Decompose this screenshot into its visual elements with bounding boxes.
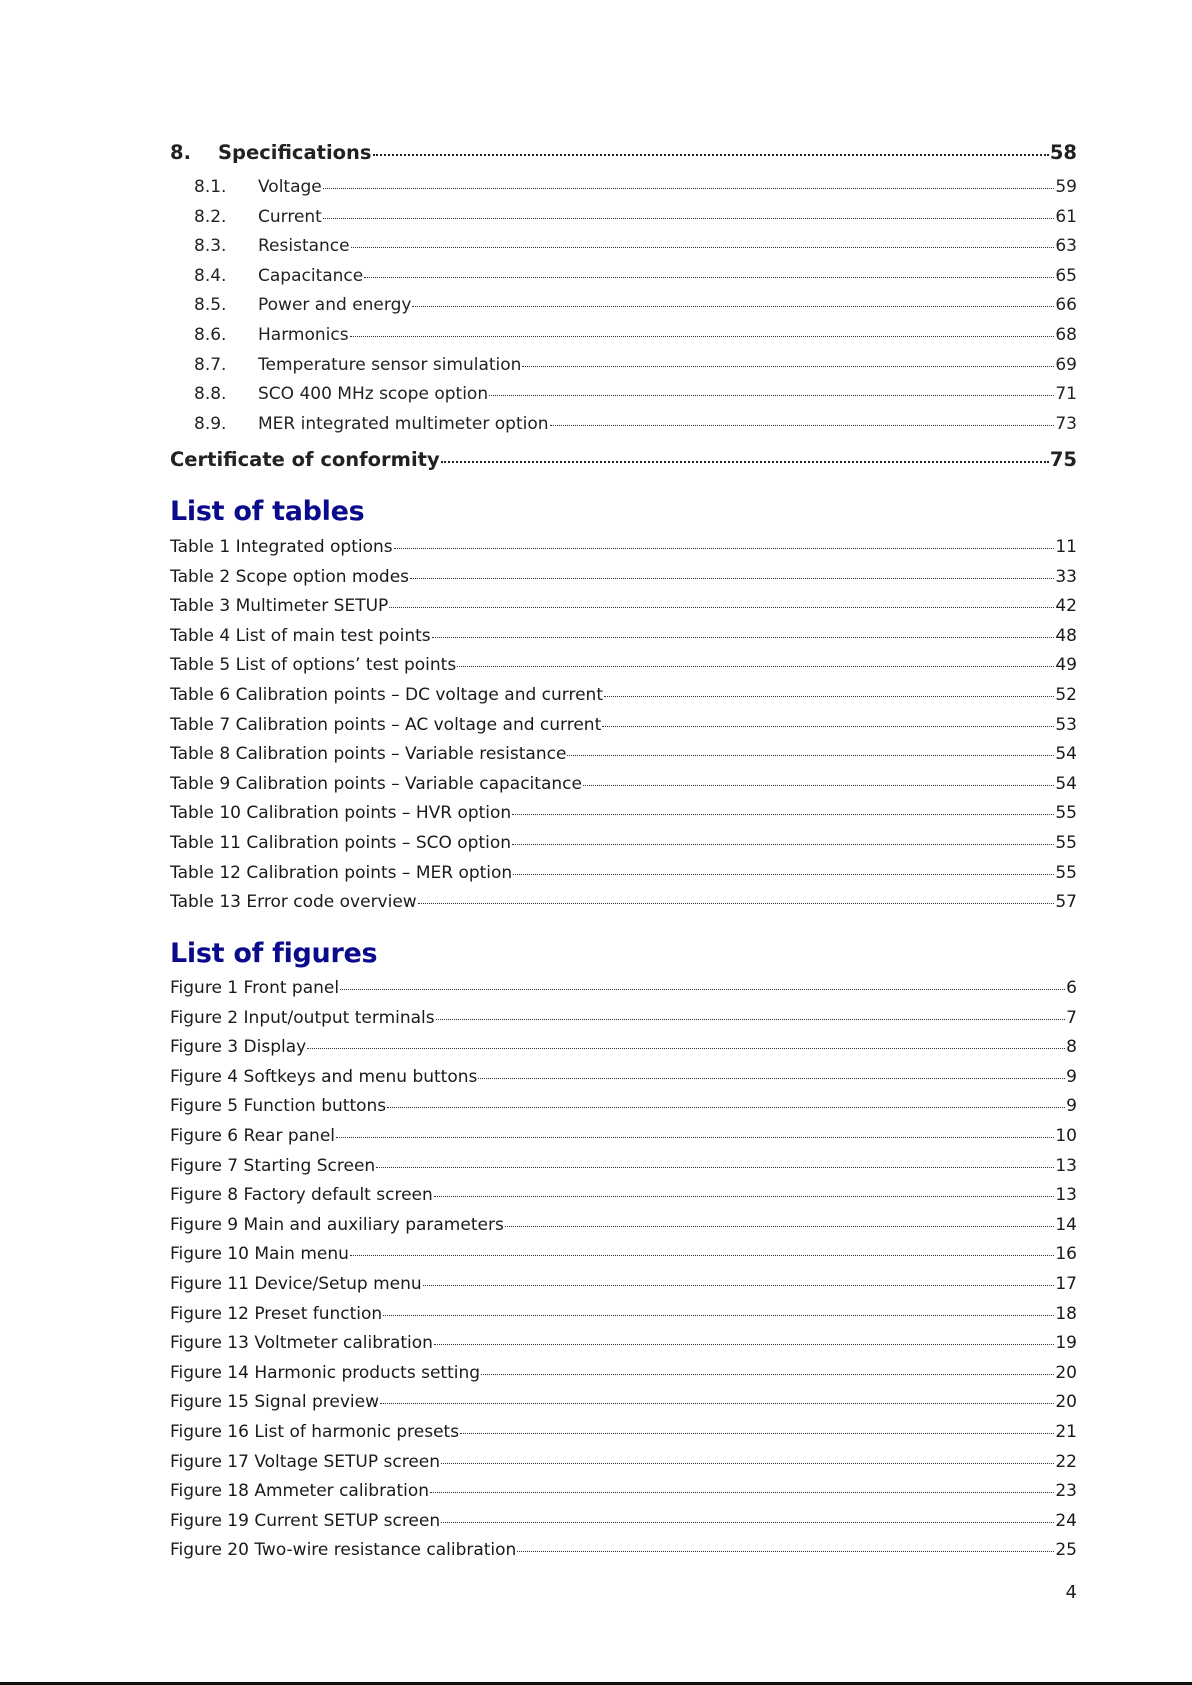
entry-title: Figure 19 Current SETUP screen bbox=[170, 1510, 441, 1531]
toc-entry-page: 61 bbox=[1055, 206, 1077, 227]
toc-entry-title: MER integrated multimeter option bbox=[258, 413, 549, 434]
entry-page: 48 bbox=[1055, 625, 1077, 646]
entry-page: 55 bbox=[1055, 833, 1077, 853]
figure-entry[interactable] bbox=[170, 1126, 1077, 1146]
toc-entry-page: 63 bbox=[1055, 236, 1077, 257]
toc-entry[interactable] bbox=[170, 295, 1077, 315]
dot-leader bbox=[430, 1492, 1054, 1493]
entry-title: Figure 18 Ammeter calibration bbox=[170, 1481, 430, 1502]
dot-leader bbox=[340, 989, 1065, 990]
dot-leader bbox=[350, 336, 1055, 337]
dot-leader bbox=[423, 1285, 1055, 1286]
toc-entry-title: SCO 400 MHz scope option bbox=[258, 384, 489, 405]
entry-title: Table 3 Multimeter SETUP bbox=[170, 596, 389, 617]
dot-leader bbox=[376, 1167, 1054, 1168]
dot-leader bbox=[441, 461, 1049, 463]
dot-leader bbox=[394, 548, 1055, 549]
entry-page: 14 bbox=[1055, 1214, 1077, 1235]
toc-entry-specifications[interactable] bbox=[170, 141, 1077, 164]
table-entry[interactable] bbox=[170, 537, 1077, 557]
figure-entry[interactable] bbox=[170, 1096, 1077, 1116]
page-number: 4 bbox=[1065, 1582, 1077, 1603]
table-entry[interactable] bbox=[170, 567, 1077, 587]
toc-entry-page: 58 bbox=[1049, 141, 1077, 164]
entry-page: 6 bbox=[1066, 978, 1077, 998]
entry-page: 13 bbox=[1055, 1185, 1077, 1206]
dot-leader bbox=[478, 1078, 1065, 1079]
table-entry[interactable] bbox=[170, 863, 1077, 883]
entry-page: 13 bbox=[1055, 1155, 1077, 1176]
toc-entry-number: 8.5. bbox=[194, 295, 227, 316]
entry-page: 8 bbox=[1066, 1037, 1077, 1058]
entry-title: Figure 20 Two-wire resistance calibration bbox=[170, 1540, 517, 1561]
toc-entry-certificate[interactable] bbox=[170, 448, 1077, 471]
entry-page: 42 bbox=[1055, 596, 1077, 617]
toc-entry-page: 71 bbox=[1055, 384, 1077, 405]
entry-title: Figure 12 Preset function bbox=[170, 1303, 383, 1324]
entry-page: 33 bbox=[1055, 566, 1077, 587]
figure-entry[interactable] bbox=[170, 1185, 1077, 1205]
dot-leader bbox=[550, 425, 1055, 426]
toc-entry-title: Harmonics bbox=[258, 325, 349, 345]
entry-title: Figure 2 Input/output terminals bbox=[170, 1007, 435, 1028]
dot-leader bbox=[583, 785, 1054, 786]
toc-entry[interactable] bbox=[170, 384, 1077, 404]
table-entry[interactable] bbox=[170, 892, 1077, 912]
entry-page: 16 bbox=[1055, 1244, 1077, 1265]
entry-title: Figure 7 Starting Screen bbox=[170, 1155, 376, 1176]
dot-leader bbox=[351, 247, 1055, 248]
figure-entry[interactable] bbox=[170, 978, 1077, 998]
dot-leader bbox=[567, 755, 1054, 756]
dot-leader bbox=[380, 1403, 1054, 1404]
toc-entry-number: 8.9. bbox=[194, 413, 227, 434]
entry-title: Table 8 Calibration points – Variable resistance bbox=[170, 744, 567, 765]
entry-page: 54 bbox=[1055, 773, 1077, 794]
toc-entry-title: Certificate of conformity bbox=[170, 448, 440, 471]
entry-title: Figure 9 Main and auxiliary parameters bbox=[170, 1214, 504, 1235]
toc-entry-title: Capacitance bbox=[258, 265, 364, 286]
figure-entry[interactable] bbox=[170, 1333, 1077, 1353]
entry-title: Figure 16 List of harmonic presets bbox=[170, 1422, 460, 1442]
table-entry[interactable] bbox=[170, 833, 1077, 853]
dot-leader bbox=[323, 218, 1055, 219]
entry-page: 57 bbox=[1055, 892, 1077, 913]
dot-leader bbox=[323, 188, 1055, 189]
toc-entry-number: 8.4. bbox=[194, 265, 227, 286]
entry-title: Table 7 Calibration points – AC voltage and current bbox=[170, 714, 602, 735]
dot-leader bbox=[434, 1196, 1055, 1197]
entry-title: Table 12 Calibration points – MER option bbox=[170, 862, 513, 883]
figure-entry[interactable] bbox=[170, 1511, 1077, 1531]
toc-entry-title: Resistance bbox=[258, 236, 350, 257]
toc-entry-page: 68 bbox=[1055, 325, 1077, 345]
entry-page: 49 bbox=[1055, 655, 1077, 676]
entry-page: 23 bbox=[1055, 1481, 1077, 1502]
entry-title: Table 9 Calibration points – Variable capacitance bbox=[170, 773, 582, 794]
dot-leader bbox=[457, 666, 1054, 667]
table-entry[interactable] bbox=[170, 803, 1077, 823]
dot-leader bbox=[412, 306, 1054, 307]
entry-page: 22 bbox=[1055, 1451, 1077, 1472]
figure-entry[interactable] bbox=[170, 1067, 1077, 1087]
list-of-figures-heading: List of figures bbox=[170, 938, 378, 969]
entry-page: 17 bbox=[1055, 1274, 1077, 1294]
entry-page: 55 bbox=[1055, 862, 1077, 883]
figure-entry[interactable] bbox=[170, 1274, 1077, 1294]
figure-entry[interactable] bbox=[170, 1215, 1077, 1235]
toc-entry-number: 8. bbox=[170, 141, 191, 164]
toc-entry[interactable] bbox=[170, 414, 1077, 434]
table-entry[interactable] bbox=[170, 596, 1077, 616]
toc-entry[interactable] bbox=[170, 325, 1077, 345]
entry-page: 21 bbox=[1055, 1422, 1077, 1442]
toc-entry-title: Specifications bbox=[218, 141, 372, 164]
entry-title: Figure 10 Main menu bbox=[170, 1244, 349, 1265]
toc-entry-number: 8.1. bbox=[194, 177, 227, 197]
toc-entry-page: 65 bbox=[1055, 265, 1077, 286]
entry-page: 55 bbox=[1055, 803, 1077, 824]
dot-leader bbox=[373, 154, 1049, 156]
entry-title: Table 5 List of options’ test points bbox=[170, 655, 457, 676]
figure-entry[interactable] bbox=[170, 1540, 1077, 1560]
figure-entry[interactable] bbox=[170, 1156, 1077, 1176]
entry-title: Figure 5 Function buttons bbox=[170, 1096, 387, 1117]
entry-title: Table 2 Scope option modes bbox=[170, 566, 410, 587]
dot-leader bbox=[441, 1463, 1054, 1464]
figure-entry[interactable] bbox=[170, 1363, 1077, 1383]
entry-page: 19 bbox=[1055, 1333, 1077, 1354]
entry-page: 9 bbox=[1066, 1066, 1077, 1087]
entry-title: Figure 3 Display bbox=[170, 1037, 307, 1058]
entry-page: 9 bbox=[1066, 1096, 1077, 1117]
dot-leader bbox=[383, 1315, 1054, 1316]
dot-leader bbox=[364, 277, 1054, 278]
dot-leader bbox=[307, 1048, 1065, 1049]
entry-page: 20 bbox=[1055, 1362, 1077, 1383]
entry-title: Figure 1 Front panel bbox=[170, 978, 340, 998]
dot-leader bbox=[489, 395, 1054, 396]
dot-leader bbox=[481, 1374, 1054, 1375]
table-entry[interactable] bbox=[170, 744, 1077, 764]
entry-page: 7 bbox=[1066, 1007, 1077, 1028]
list-of-tables-heading: List of tables bbox=[170, 496, 365, 527]
toc-entry-number: 8.8. bbox=[194, 384, 227, 405]
entry-page: 20 bbox=[1055, 1392, 1077, 1413]
table-entry[interactable] bbox=[170, 655, 1077, 675]
toc-entry-number: 8.6. bbox=[194, 325, 227, 345]
entry-title: Table 4 List of main test points bbox=[170, 625, 431, 646]
figure-entry[interactable] bbox=[170, 1037, 1077, 1057]
figure-entry[interactable] bbox=[170, 1452, 1077, 1472]
figure-entry[interactable] bbox=[170, 1008, 1077, 1028]
entry-title: Figure 14 Harmonic products setting bbox=[170, 1362, 481, 1383]
toc-entry-number: 8.2. bbox=[194, 206, 227, 227]
dot-leader bbox=[387, 1107, 1065, 1108]
dot-leader bbox=[512, 814, 1054, 815]
entry-page: 18 bbox=[1055, 1303, 1077, 1324]
dot-leader bbox=[522, 366, 1054, 367]
entry-title: Figure 8 Factory default screen bbox=[170, 1185, 433, 1206]
dot-leader bbox=[389, 607, 1054, 608]
entry-title: Figure 6 Rear panel bbox=[170, 1126, 336, 1146]
dot-leader bbox=[434, 1344, 1054, 1345]
toc-entry[interactable] bbox=[170, 236, 1077, 256]
figure-entry[interactable] bbox=[170, 1304, 1077, 1324]
toc-entry-page: 66 bbox=[1055, 295, 1077, 316]
figure-entry[interactable] bbox=[170, 1422, 1077, 1442]
toc-entry[interactable] bbox=[170, 355, 1077, 375]
entry-title: Figure 4 Softkeys and menu buttons bbox=[170, 1066, 478, 1087]
entry-title: Table 6 Calibration points – DC voltage and current bbox=[170, 685, 604, 705]
toc-entry-number: 8.7. bbox=[194, 354, 227, 375]
dot-leader bbox=[432, 637, 1055, 638]
dot-leader bbox=[436, 1019, 1066, 1020]
toc-entry-page: 75 bbox=[1049, 448, 1077, 471]
dot-leader bbox=[460, 1433, 1054, 1434]
toc-entry-number: 8.3. bbox=[194, 236, 227, 257]
entry-page: 24 bbox=[1055, 1510, 1077, 1531]
toc-entry[interactable] bbox=[170, 177, 1077, 197]
toc-entry-page: 69 bbox=[1055, 354, 1077, 375]
toc-entry-page: 59 bbox=[1055, 177, 1077, 197]
entry-title: Table 10 Calibration points – HVR option bbox=[170, 803, 512, 824]
entry-page: 52 bbox=[1055, 685, 1077, 705]
dot-leader bbox=[513, 874, 1054, 875]
entry-page: 10 bbox=[1055, 1126, 1077, 1146]
toc-entry-title: Current bbox=[258, 206, 322, 227]
dot-leader bbox=[517, 1551, 1054, 1552]
dot-leader bbox=[350, 1255, 1054, 1256]
toc-entry-title: Power and energy bbox=[258, 295, 412, 316]
dot-leader bbox=[336, 1137, 1054, 1138]
entry-title: Figure 17 Voltage SETUP screen bbox=[170, 1451, 441, 1472]
dot-leader bbox=[512, 844, 1054, 845]
dot-leader bbox=[418, 903, 1055, 904]
figure-entry[interactable] bbox=[170, 1244, 1077, 1264]
entry-title: Table 11 Calibration points – SCO option bbox=[170, 833, 512, 853]
entry-title: Table 1 Integrated options bbox=[170, 537, 393, 557]
toc-entry-page: 73 bbox=[1055, 413, 1077, 434]
entry-title: Figure 11 Device/Setup menu bbox=[170, 1274, 422, 1294]
table-entry[interactable] bbox=[170, 626, 1077, 646]
dot-leader bbox=[602, 726, 1054, 727]
table-entry[interactable] bbox=[170, 685, 1077, 705]
dot-leader bbox=[410, 578, 1054, 579]
figure-entry[interactable] bbox=[170, 1392, 1077, 1412]
toc-entry-title: Voltage bbox=[258, 177, 322, 197]
toc-entry-title: Temperature sensor simulation bbox=[258, 354, 522, 375]
toc-entry[interactable] bbox=[170, 266, 1077, 286]
dot-leader bbox=[505, 1226, 1055, 1227]
figure-entry[interactable] bbox=[170, 1481, 1077, 1501]
entry-title: Figure 15 Signal preview bbox=[170, 1392, 379, 1413]
table-entry[interactable] bbox=[170, 774, 1077, 794]
entry-page: 11 bbox=[1055, 537, 1077, 557]
dot-leader bbox=[604, 696, 1054, 697]
toc-entry[interactable] bbox=[170, 207, 1077, 227]
table-entry[interactable] bbox=[170, 715, 1077, 735]
entry-title: Figure 13 Voltmeter calibration bbox=[170, 1333, 433, 1354]
entry-page: 53 bbox=[1055, 714, 1077, 735]
entry-title: Table 13 Error code overview bbox=[170, 892, 417, 913]
dot-leader bbox=[441, 1522, 1054, 1523]
entry-page: 54 bbox=[1055, 744, 1077, 765]
entry-page: 25 bbox=[1055, 1540, 1077, 1561]
